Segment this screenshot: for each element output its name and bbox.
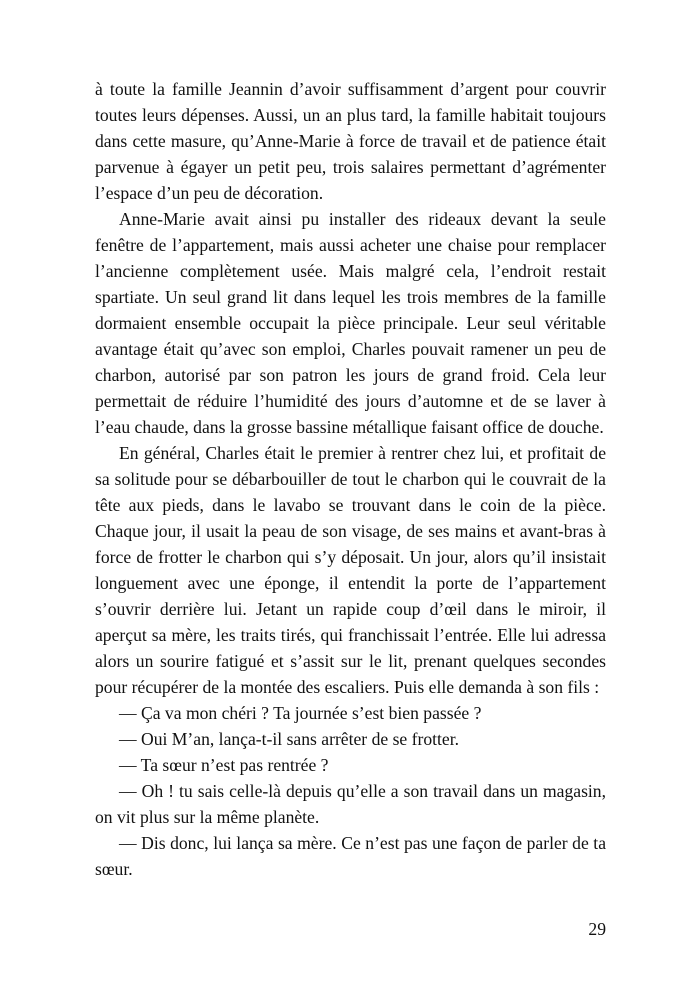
paragraph: En général, Charles était le premier à rentrer chez lui, et profitait de sa solitude pour se débarbouiller de tout le charbon qui le couvrait de la tête aux pieds, dans le lavabo se trouvant dans le coin de la pièce. Chaque jour, il usait la peau de son visage, de ses mains et avant-bras à force de frotter le charbon qui s’y déposait. Un jour, alors qu’il insistait longuement avec une éponge, il entendit la porte de l’appartement s’ouvrir derrière lui. Jetant un rapide coup d’œil dans le miroir, il aperçut sa mère, les traits tirés, qui franchissait l’entrée. Elle lui adressa alors un sourire fatigué et s’assit sur le lit, prenant quelques secondes pour récupérer de la montée des escaliers. Puis elle demanda à son fils : xyxy=(95,443,606,697)
page-body xyxy=(95,76,606,882)
paragraph: à toute la famille Jeannin d’avoir suffisamment d’argent pour couvrir toutes leurs dépenses. Aussi, un an plus tard, la famille habitait toujours dans cette masure, qu’Anne-Marie à force de travail et de patience était parvenue à égayer un petit peu, trois salaires permettant d’agrémenter l’espace d’un peu de décoration. xyxy=(95,79,606,203)
dialogue-line: — Ça va mon chéri ? Ta journée s’est bien passée ? xyxy=(119,703,482,723)
dialogue-line: — Oui M’an, lança-t-il sans arrêter de se frotter. xyxy=(119,729,460,749)
dialogue-line: — Oh ! tu sais celle-là depuis qu’elle a son travail dans un magasin, on vit plus sur la même planète. xyxy=(95,781,606,827)
dialogue-line: — Ta sœur n’est pas rentrée ? xyxy=(119,755,329,775)
dialogue-line: — Dis donc, lui lança sa mère. Ce n’est pas une façon de parler de ta sœur. xyxy=(95,833,606,879)
page-number: 29 xyxy=(588,919,606,939)
paragraph: Anne-Marie avait ainsi pu installer des rideaux devant la seule fenêtre de l’appartement, mais aussi acheter une chaise pour remplacer l’ancienne complètement usée. Mais malgré cela, l’endroit restait spartiate. Un seul grand lit dans lequel les trois membres de la famille dormaient ensemble occupait la pièce principale. Leur seul véritable avantage était qu’avec son emploi, Charles pouvait ramener un peu de charbon, autorisé par son patron les jours de grand froid. Cela leur permettait de réduire l’humidité des jours d’automne et de se laver à l’eau chaude, dans la grosse bassine métallique faisant office de douche. xyxy=(95,209,606,437)
